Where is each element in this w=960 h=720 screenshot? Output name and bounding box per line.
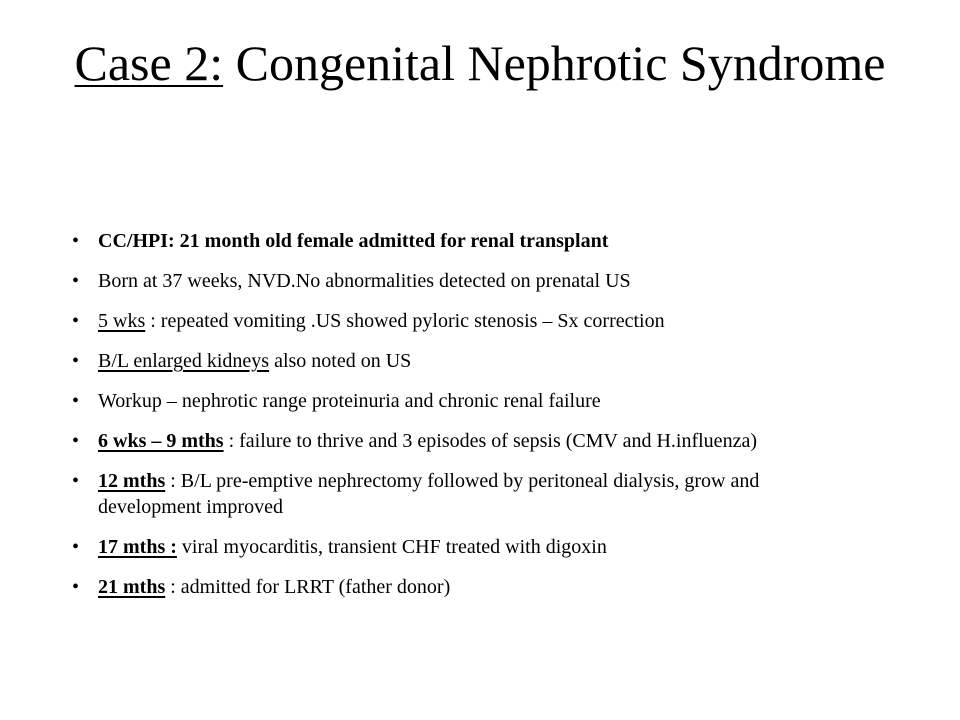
bullet-lead-underlined: 5 wks	[98, 310, 146, 332]
bullet-text: Workup – nephrotic range proteinuria and chronic renal failure	[98, 390, 601, 412]
bullet-item-workup	[72, 388, 862, 414]
bullet-list	[72, 228, 862, 614]
bullet-item-12-mths	[72, 468, 862, 520]
bullet-text: : admitted for LRRT (father donor)	[165, 576, 451, 598]
bullet-item-cc-hpi	[72, 228, 862, 254]
bullet-text: : repeated vomiting .US showed pyloric stenosis – Sx correction	[145, 310, 665, 332]
bullet-item-birth	[72, 268, 862, 294]
bullet-lead-bold: CC/HPI: 21 month old female admitted for renal transplant	[98, 230, 609, 252]
bullet-dot: •	[72, 430, 80, 452]
bullet-dot: •	[72, 576, 80, 598]
bullet-text: Born at 37 weeks, NVD.No abnormalities detected on prenatal US	[98, 270, 631, 292]
bullet-lead-underlined: 21 mths	[98, 576, 166, 598]
bullet-dot: •	[72, 350, 80, 372]
bullet-dot: •	[72, 230, 80, 252]
bullet-lead-underlined: 6 wks – 9 mths	[98, 430, 224, 452]
bullet-text: : B/L pre-emptive nephrectomy followed by peritoneal dialysis, grow and development improved	[98, 470, 760, 518]
bullet-dot: •	[72, 270, 80, 292]
slide-title	[60, 34, 900, 93]
bullet-item-17-mths	[72, 534, 862, 560]
bullet-lead-underlined: 17 mths :	[98, 536, 177, 558]
bullet-item-21-mths	[72, 574, 862, 600]
bullet-dot: •	[72, 536, 80, 558]
bullet-item-enlarged-kidneys	[72, 348, 862, 374]
bullet-dot: •	[72, 310, 80, 332]
bullet-lead-underlined: 12 mths	[98, 470, 166, 492]
bullet-lead-underlined: B/L enlarged kidneys	[98, 350, 270, 372]
title-case-label: Case 2:	[74, 35, 224, 91]
bullet-text: : failure to thrive and 3 episodes of sepsis (CMV and H.influenza)	[223, 430, 757, 452]
bullet-text: also noted on US	[269, 350, 412, 372]
bullet-text: viral myocarditis, transient CHF treated with digoxin	[176, 536, 607, 558]
bullet-dot: •	[72, 470, 80, 492]
title-text: Congenital Nephrotic Syndrome	[223, 35, 886, 91]
bullet-item-5-wks	[72, 308, 862, 334]
bullet-dot: •	[72, 390, 80, 412]
bullet-item-6-wks-9-mths	[72, 428, 862, 454]
